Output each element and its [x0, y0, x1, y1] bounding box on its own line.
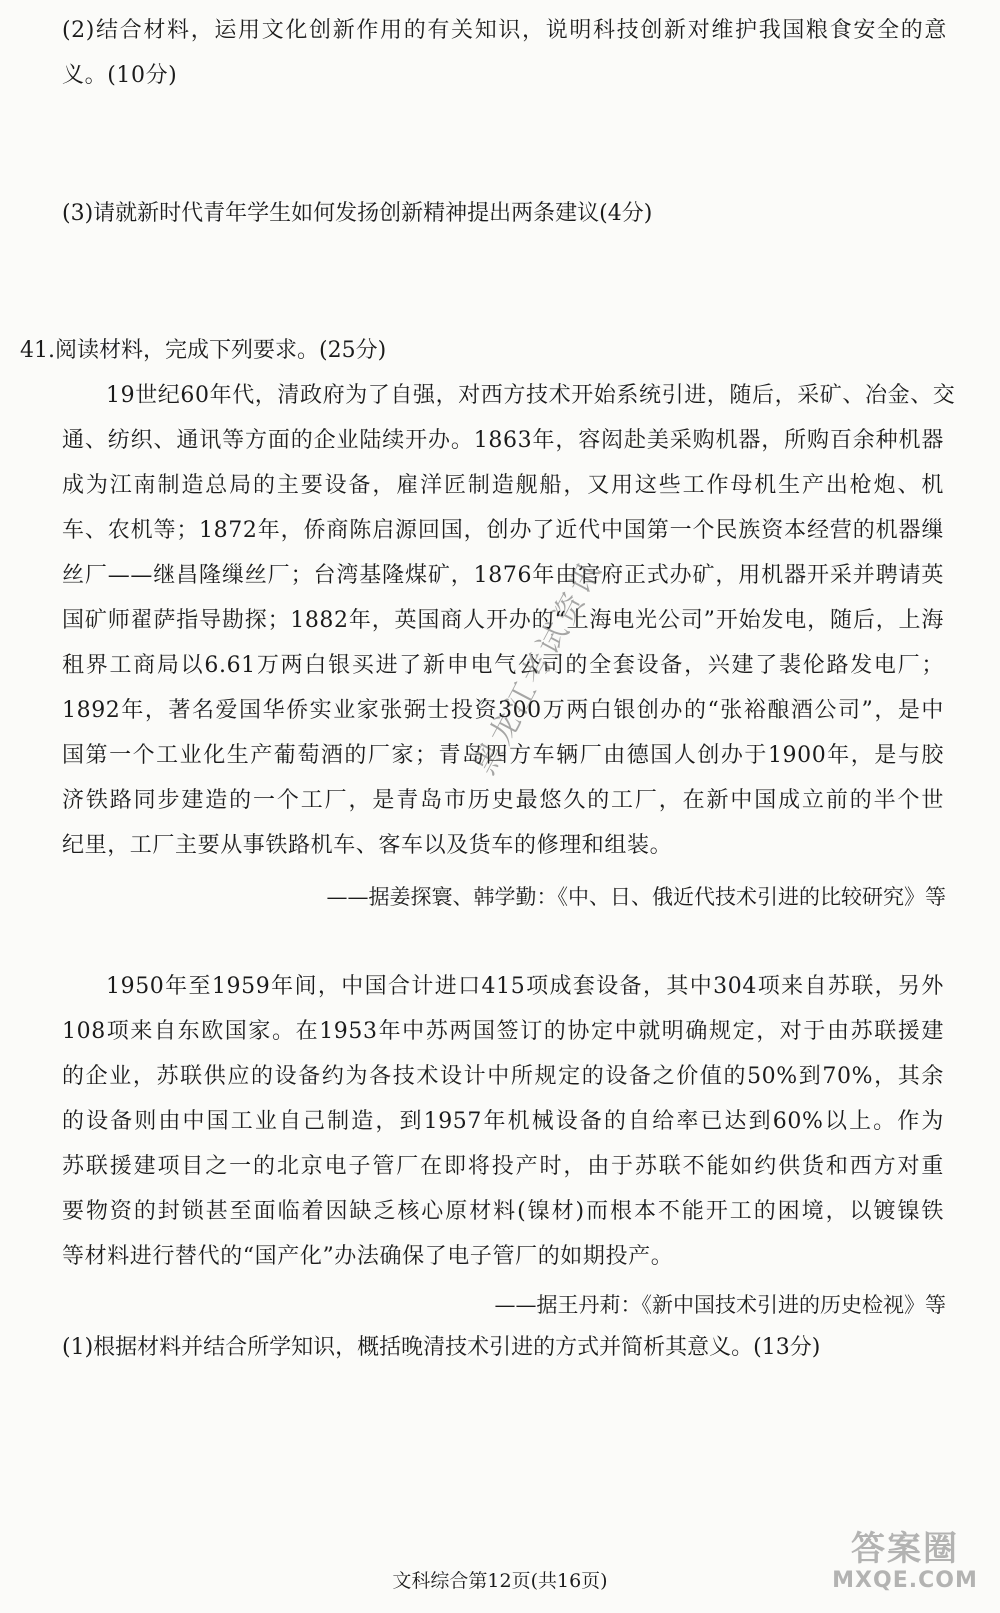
m2-line-1: 1950年至1959年间，中国合计进口415项成套设备，其中304项来自苏联，另外 — [106, 974, 944, 999]
watermark-text: 黑龙江考试资讯 — [467, 553, 610, 781]
m1-line-1: 19世纪60年代，清政府为了自强，对西方技术开始系统引进，随后，采矿、冶金、交 — [106, 383, 956, 408]
q40-2 — [62, 8, 947, 98]
q41-source-2: ——据王丹莉：《新中国技术引进的历史检视》等 — [494, 1293, 946, 1317]
page-footer: 文科综合第12页(共16页) — [392, 1570, 608, 1592]
m1-line-10: 济铁路同步建造的一个工厂，是青岛市历史最悠久的工厂，在新中国成立前的半个世 — [62, 788, 944, 813]
m1-line-3: 成为江南制造总局的主要设备，雇洋匠制造舰船，又用这些工作母机生产出枪炮、机 — [62, 473, 944, 498]
site-logo-bottom: MXQE.COM — [832, 1568, 978, 1593]
m2-line-4: 的设备则由中国工业自己制造，到1957年机械设备的自给率已达到60%以上。作为 — [62, 1109, 944, 1134]
q41-material-2 — [62, 964, 944, 1279]
site-logo — [830, 1529, 980, 1599]
m1-line-8: 1892年，著名爱国华侨实业家张弼士投资300万两白银创办的“张裕酿酒公司”，是中 — [62, 698, 944, 723]
m1-line-5: 丝厂——继昌隆缫丝厂；台湾基隆煤矿，1876年由官府正式办矿，用机器开采并聘请英 — [62, 563, 944, 588]
site-logo-top: 答案圈 — [851, 1529, 959, 1569]
q41-material-1 — [62, 373, 956, 868]
q40-2-line-2: 义。(10分) — [62, 63, 178, 88]
m1-line-4: 车、农机等；1872年，侨商陈启源回国，创办了近代中国第一个民族资本经营的机器缫 — [62, 518, 944, 543]
m2-line-5: 苏联援建项目之一的北京电子管厂在即将投产时，由于苏联不能如约供货和西方对重 — [62, 1154, 944, 1179]
m2-line-2: 108项来自东欧国家。在1953年中苏两国签订的协定中就明确规定，对于由苏联援建 — [62, 1019, 944, 1044]
m2-line-6: 要物资的封锁甚至面临着因缺乏核心原材料(镍材)而根本不能开工的困境，以镀镍铁 — [62, 1199, 944, 1224]
m2-line-3: 的企业，苏联供应的设备约为各技术设计中所规定的设备之价值的50%到70%，其余 — [62, 1064, 944, 1089]
q40-2-line-1: (2)结合材料，运用文化创新作用的有关知识，说明科技创新对维护我国粮食安全的意 — [62, 18, 947, 43]
m1-line-11: 纪里，工厂主要从事铁路机车、客车以及货车的修理和组装。 — [62, 833, 673, 858]
m1-line-7: 租界工商局以6.61万两白银买进了新申电气公司的全套设备，兴建了裴伦路发电厂； — [62, 653, 944, 678]
q41-heading: 41.阅读材料，完成下列要求。(25分) — [20, 338, 387, 363]
m2-line-7: 等材料进行替代的“国产化”办法确保了电子管厂的如期投产。 — [62, 1244, 674, 1269]
q41-sub-1: (1)根据材料并结合所学知识，概括晚清技术引进的方式并简析其意义。(13分) — [62, 1335, 821, 1360]
m1-line-2: 通、纺织、通讯等方面的企业陆续开办。1863年，容闳赴美采购机器，所购百余种机器 — [62, 428, 944, 453]
m1-line-9: 国第一个工业化生产葡萄酒的厂家；青岛四方车辆厂由德国人创办于1900年，是与胶 — [62, 743, 944, 768]
q41-source-1: ——据姜探寰、韩学勤：《中、日、俄近代技术引进的比较研究》等 — [326, 885, 946, 909]
q40-3: (3)请就新时代青年学生如何发扬创新精神提出两条建议(4分) — [62, 201, 653, 226]
m1-line-6: 国矿师翟萨指导勘探；1882年，英国商人开办的“上海电光公司”开始发电，随后，上海 — [62, 608, 944, 633]
